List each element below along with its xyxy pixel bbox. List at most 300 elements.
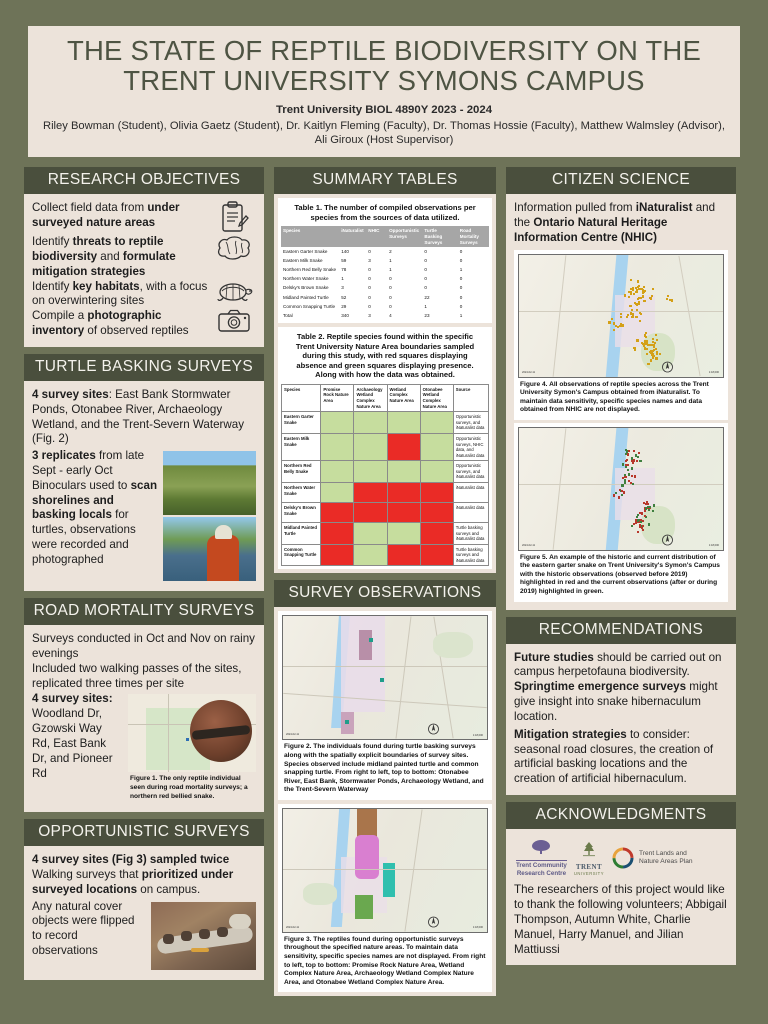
rec-spring-bold: Springtime emergence surveys bbox=[514, 680, 687, 694]
map-observation-dot bbox=[634, 302, 636, 304]
table-cell: 0 bbox=[389, 303, 392, 309]
table-cell: 23 bbox=[422, 311, 457, 320]
turtle-basking-panel bbox=[24, 381, 264, 591]
table-2-presence-cell bbox=[387, 544, 420, 566]
section-road-mortality-surveys bbox=[24, 598, 264, 812]
opp-line3: Any natural cover objects were flipped to record observations bbox=[32, 899, 135, 958]
figure-4-map bbox=[518, 254, 724, 378]
map-observation-dot bbox=[637, 519, 639, 521]
table-cell: 0 bbox=[459, 303, 463, 309]
map-observation-dot bbox=[644, 515, 646, 517]
map-observation-dot bbox=[655, 348, 657, 350]
table-2-presence-cell bbox=[354, 412, 387, 434]
map-observation-dot bbox=[645, 507, 647, 509]
section-heading-acknowledgments: ACKNOWLEDGMENTS bbox=[506, 802, 736, 829]
objective-item bbox=[32, 201, 256, 235]
objective-text: Identify bbox=[32, 235, 73, 249]
table-2-presence-cell bbox=[354, 433, 387, 460]
map-observation-dot bbox=[635, 521, 637, 523]
table-row bbox=[282, 523, 489, 545]
map-observation-dot bbox=[636, 339, 638, 341]
table-2-column-header: Species bbox=[282, 384, 321, 411]
section-heading-research-objectives: RESEARCH OBJECTIVES bbox=[24, 167, 264, 194]
map-observation-dot bbox=[670, 299, 672, 301]
map-scale-label: 1:18,000 bbox=[472, 733, 483, 737]
table-cell: 0 bbox=[366, 293, 387, 302]
table-cell: 0 bbox=[368, 303, 371, 309]
table-cell: Northern Red Belly Snake bbox=[283, 267, 337, 273]
map-observation-dot bbox=[640, 288, 642, 290]
map-observation-dot bbox=[636, 309, 638, 311]
camera-icon bbox=[212, 309, 256, 333]
milk-snake-photo bbox=[151, 902, 256, 970]
table-2-presence-cell bbox=[321, 433, 354, 460]
map-observation-dot bbox=[653, 504, 655, 506]
table-2-presence-cell bbox=[420, 412, 453, 434]
map-observation-dot bbox=[621, 494, 623, 496]
map-observation-dot bbox=[641, 527, 643, 529]
map-observation-dot bbox=[624, 476, 626, 478]
table-row bbox=[281, 275, 489, 284]
map-observation-dot bbox=[645, 332, 647, 334]
table-row-header bbox=[282, 384, 489, 411]
map-observation-dot bbox=[644, 347, 646, 349]
objective-bold: key habitats bbox=[72, 279, 140, 293]
table-2-column-header: Promise Rock Nature Area bbox=[321, 384, 354, 411]
map-observation-dot bbox=[624, 481, 626, 483]
objective-bold-2: formulate mitigation strategies bbox=[32, 249, 176, 278]
table-2-source-cell: Opportunistic surveys, NHIC data, and iNaturalist data bbox=[453, 433, 488, 460]
table-cell: Delsky's Brown Snake bbox=[283, 285, 329, 291]
map-observation-dot bbox=[644, 334, 646, 336]
citizen-intro-a: Information pulled from bbox=[514, 201, 636, 215]
table-cell: 140 bbox=[341, 248, 349, 254]
map-observation-dot bbox=[639, 460, 641, 462]
table-2-presence-cell bbox=[387, 433, 420, 460]
map-observation-dot bbox=[649, 506, 651, 508]
map-observation-dot bbox=[638, 452, 640, 454]
map-date-label: 2024-02-11 bbox=[286, 925, 300, 929]
map-date-label: 2024-02-11 bbox=[286, 733, 300, 737]
section-survey-observations bbox=[274, 580, 496, 996]
map-observation-dot bbox=[648, 509, 650, 511]
map-observation-dot bbox=[655, 334, 657, 336]
section-heading-opportunistic: OPPORTUNISTIC SURVEYS bbox=[24, 819, 264, 846]
section-acknowledgments bbox=[506, 802, 736, 965]
table-2-presence-cell bbox=[354, 461, 387, 483]
table-2-presence-cell bbox=[420, 433, 453, 460]
map-observation-dot bbox=[641, 512, 643, 514]
table-2-source-cell: Turtle basking surveys and iNaturalist data bbox=[453, 523, 488, 545]
map-observation-dot bbox=[632, 462, 634, 464]
map-observation-dot bbox=[642, 295, 644, 297]
map-observation-dot bbox=[643, 291, 645, 293]
section-heading-recommendations: RECOMMENDATIONS bbox=[506, 617, 736, 644]
figure-4-caption: Figure 4. All observations of reptile species across the Trent University Symon's Campus obtained from iNaturalist. To maintain data sensitivity, specific species names and data obtained from NHIC are not displayed. bbox=[520, 380, 709, 414]
map-observation-dot bbox=[652, 288, 654, 290]
table-1-column-header: Turtle Basking Surveys bbox=[422, 226, 457, 247]
table-cell: 1 bbox=[389, 267, 392, 273]
map-observation-dot bbox=[659, 353, 661, 355]
map-observation-dot bbox=[620, 313, 622, 315]
section-heading-citizen-science: CITIZEN SCIENCE bbox=[506, 167, 736, 194]
map-observation-dot bbox=[630, 279, 632, 281]
table-row bbox=[281, 284, 489, 293]
map-observation-dot bbox=[667, 295, 669, 297]
map-observation-dot bbox=[652, 338, 654, 340]
map-observation-dot bbox=[653, 345, 655, 347]
figure-5-map bbox=[518, 427, 724, 551]
map-observation-dot bbox=[637, 280, 639, 282]
section-opportunistic-surveys bbox=[24, 819, 264, 979]
table-cell: 0 bbox=[389, 285, 392, 291]
map-observation-dot bbox=[643, 502, 645, 504]
table-cell: 0 bbox=[424, 285, 427, 291]
page-title: THE STATE OF REPTILE BIODIVERSITY ON THE TRENT UNIVERSITY SYMONS CAMPUS bbox=[67, 35, 701, 97]
road-mortality-panel bbox=[24, 625, 264, 812]
table-cell: 0 bbox=[366, 275, 387, 284]
figure-5-caption: Figure 5. An example of the historic and current distribution of the eastern garter snake on Trent University's Symon's Campus with the historic observations (observed before 2019) highlighted in red and the current observations (after or during 2019) highlighted in green. bbox=[520, 553, 720, 596]
section-citizen-science bbox=[506, 167, 736, 610]
table-cell: 1 bbox=[459, 267, 463, 273]
table-1-title: Table 1. The number of compiled observations per species from the sources of data utilized. bbox=[294, 203, 476, 222]
table-2-presence-cell bbox=[387, 461, 420, 483]
map-scale-label: 1:18,000 bbox=[472, 926, 483, 930]
objective-text-end: , with a focus on overwintering sites bbox=[32, 279, 208, 308]
map-observation-dot bbox=[644, 509, 646, 511]
table-cell: 1 bbox=[424, 303, 427, 309]
opp-line2-b: on campus. bbox=[137, 882, 201, 896]
map-observation-dot bbox=[628, 296, 630, 298]
objective-text: Identify bbox=[32, 279, 73, 293]
table-cell: 59 bbox=[339, 256, 366, 265]
figure-3-caption: Figure 3. The reptiles found during opportunistic surveys throughout the specified nature areas. To maintain data sensitivity, specific species names are not displayed. From right to left, top to bottom: Promise Rock Nature Area, Wetland Complex Nature Area, Archaeology Wetland Complex Nature Area, and Otonabee Wetland Complex Nature Area. bbox=[284, 935, 486, 986]
logo-tlnp-line1: Trent Lands and bbox=[639, 849, 687, 857]
table-row bbox=[282, 461, 489, 483]
map-observation-dot bbox=[608, 321, 610, 323]
table-2-column-header: Source bbox=[453, 384, 488, 411]
table-cell: 1 bbox=[339, 275, 366, 284]
map-observation-dot bbox=[651, 354, 653, 356]
table-2-species-cell: Midland Painted Turtle bbox=[282, 523, 321, 545]
figure-2-map bbox=[282, 615, 488, 740]
map-observation-dot bbox=[653, 349, 655, 351]
map-observation-dot bbox=[633, 293, 635, 295]
table-2-species-cell: Eastern Milk Snake bbox=[282, 433, 321, 460]
table-2-source-cell: Opportunistic surveys, and iNaturalist data bbox=[453, 412, 488, 434]
map-observation-dot bbox=[613, 329, 615, 331]
table-1-column-header: Road Mortality Surveys bbox=[458, 226, 489, 247]
map-observation-dot bbox=[613, 322, 615, 324]
table-1-column-header: Opportunistic Surveys bbox=[387, 226, 422, 247]
map-observation-dot bbox=[633, 450, 635, 452]
section-summary-tables bbox=[274, 167, 496, 573]
table-cell: 3 bbox=[341, 285, 344, 291]
table-cell: 3 bbox=[366, 256, 387, 265]
turtle-scan-bold: scan shorelines and basking locals bbox=[32, 478, 158, 522]
left-column bbox=[24, 167, 264, 980]
objective-text: Collect field data from bbox=[32, 201, 148, 215]
map-observation-dot bbox=[618, 496, 620, 498]
logo-trent-line1: TRENT bbox=[575, 862, 603, 871]
middle-column bbox=[274, 167, 496, 996]
map-observation-dot bbox=[628, 450, 630, 452]
objective-item bbox=[32, 309, 256, 339]
table-cell: 0 bbox=[422, 275, 457, 284]
map-observation-dot bbox=[630, 293, 632, 295]
map-observation-dot bbox=[648, 523, 650, 525]
map-observation-dot bbox=[650, 298, 652, 300]
table-cell: 0 bbox=[424, 267, 427, 273]
road-mortality-figure bbox=[128, 694, 256, 802]
section-recommendations bbox=[506, 617, 736, 795]
citizen-inaturalist-bold: iNaturalist bbox=[635, 201, 693, 215]
brain-icon bbox=[212, 235, 256, 261]
map-observation-dot bbox=[621, 484, 623, 486]
map-observation-dot bbox=[650, 359, 652, 361]
table-2-presence-cell bbox=[420, 483, 453, 503]
figure-2-caption: Figure 2. The individuals found during turtle basking surveys along with the spatially explicit boundaries of survey sites. Species observed include midland painted turtle and common snapping turtle. From right to left, top to bottom: Otonabee River, East Bank, Stormwater Ponds, Archaeology Wetland, and the Trent-Severn Waterway bbox=[284, 743, 484, 794]
trent-university-logo bbox=[574, 841, 604, 876]
table-2-source-cell: iNaturalist data bbox=[453, 483, 488, 503]
table-cell: 0 bbox=[458, 275, 489, 284]
map-observation-dot bbox=[631, 313, 633, 315]
table-2-presence-cell bbox=[354, 544, 387, 566]
road-line-2: Included two walking passes of the sites, replicated three times per site bbox=[32, 661, 242, 690]
table-cell: 0 bbox=[368, 267, 371, 273]
map-observation-dot bbox=[631, 309, 633, 311]
map-observation-dot bbox=[656, 339, 658, 341]
table-cell: 0 bbox=[387, 293, 422, 302]
table-cell: 52 bbox=[339, 293, 366, 302]
turtle-basking-photos bbox=[163, 451, 256, 581]
objective-item bbox=[32, 280, 256, 310]
table-cell: 22 bbox=[422, 293, 457, 302]
road-mortality-map-photo bbox=[128, 694, 256, 772]
table-cell: Common Snapping Turtle bbox=[283, 303, 336, 309]
table-2-presence-cell bbox=[321, 483, 354, 503]
table-2-title: Table 2. Reptile species found within the specific Trent University Nature Area boundaries sampled during this study, with red squares displaying absence and green squares displaying presence. Along with how the data was obtained. bbox=[295, 332, 475, 380]
map-observation-dot bbox=[652, 357, 654, 359]
map-observation-dot bbox=[629, 305, 631, 307]
table-2-species-cell: Common Snapping Turtle bbox=[282, 544, 321, 566]
map-observation-dot bbox=[642, 343, 644, 345]
map-observation-dot bbox=[631, 525, 633, 527]
table-2 bbox=[281, 384, 489, 567]
section-heading-survey-observations: SURVEY OBSERVATIONS bbox=[274, 580, 496, 607]
rec-p1-a: should be carried out on campus herpetofauna biodiversity. bbox=[514, 650, 722, 679]
table-cell: 0 bbox=[387, 275, 422, 284]
map-observation-dot bbox=[613, 494, 615, 496]
table-row bbox=[281, 311, 489, 320]
map-observation-dot bbox=[634, 349, 636, 351]
summary-tables-panel bbox=[274, 194, 496, 573]
table-cell: Northern Water Snake bbox=[281, 275, 339, 284]
map-observation-dot bbox=[637, 531, 639, 533]
course-line: Trent University BIOL 4890Y 2023 - 2024 bbox=[275, 103, 493, 116]
logo-tcrc-line1: Trent Community bbox=[516, 862, 567, 870]
table-2-column-header: Archaeology Wetland Complex Nature Area bbox=[354, 384, 387, 411]
recommendations-panel bbox=[506, 644, 736, 795]
objective-text-mid: and bbox=[97, 249, 123, 263]
map-date-label: 2024-02-11 bbox=[522, 370, 536, 374]
rec-future-bold: Future studies bbox=[514, 650, 594, 664]
turtle-replicates-text: from late Sept - early Oct bbox=[32, 449, 145, 477]
road-sites-text: Woodland Dr, Gzowski Way Rd, East Bank Dr, and Pioneer Rd bbox=[32, 707, 113, 780]
map-observation-dot bbox=[652, 341, 654, 343]
section-heading-summary-tables: SUMMARY TABLES bbox=[274, 167, 496, 194]
table-cell: Total bbox=[281, 311, 339, 320]
map-observation-dot bbox=[620, 316, 622, 318]
map-observation-dot bbox=[656, 352, 658, 354]
objective-bold: photographic inventory bbox=[32, 309, 162, 338]
objective-bold: under surveyed nature areas bbox=[32, 201, 180, 229]
authors-line: Riley Bowman (Student), Olivia Gaetz (Student), Dr. Kaitlyn Fleming (Faculty), Dr. Thomas Hossie (Faculty), Matthew Walmsley (Advisor), Ali Giroux (Host Supervisor) bbox=[42, 119, 725, 147]
table-cell: 29 bbox=[341, 303, 347, 309]
table-cell: 340 bbox=[339, 311, 366, 320]
map-observation-dot bbox=[637, 514, 639, 516]
table-2-presence-cell bbox=[354, 483, 387, 503]
rec-mitigation-bold: Mitigation strategies bbox=[514, 727, 627, 741]
map-observation-dot bbox=[634, 475, 636, 477]
map-observation-dot bbox=[650, 350, 652, 352]
map-observation-dot bbox=[627, 469, 629, 471]
opportunistic-panel bbox=[24, 846, 264, 979]
map-observation-dot bbox=[638, 297, 640, 299]
table-cell: 0 bbox=[459, 285, 463, 291]
table-2-presence-cell bbox=[321, 523, 354, 545]
map-observation-dot bbox=[635, 316, 637, 318]
map-observation-dot bbox=[631, 475, 633, 477]
road-line-1: Surveys conducted in Oct and Nov on rainy evenings bbox=[32, 632, 255, 660]
objective-item bbox=[32, 235, 256, 279]
trent-community-research-centre-logo bbox=[516, 839, 567, 877]
map-observation-dot bbox=[635, 454, 637, 456]
table-1-column-header: Species bbox=[281, 226, 339, 247]
map-observation-dot bbox=[632, 289, 634, 291]
table-row bbox=[282, 503, 489, 523]
logo-trent-line2: UNIVERSITY bbox=[573, 870, 605, 876]
table-cell: 0 bbox=[424, 248, 427, 254]
map-scale-label: 1:18,000 bbox=[708, 371, 719, 375]
table-2-species-cell: Northern Red Belly Snake bbox=[282, 461, 321, 483]
table-row bbox=[282, 483, 489, 503]
table-row bbox=[281, 293, 489, 302]
wetland-field-photo bbox=[163, 451, 256, 515]
map-observation-dot bbox=[632, 287, 634, 289]
table-2-presence-cell bbox=[420, 503, 453, 523]
objective-text: Compile a bbox=[32, 309, 88, 323]
clipboard-icon bbox=[212, 201, 256, 235]
table-cell: 78 bbox=[341, 267, 347, 273]
table-2-species-cell: Delsky's Brown Snake bbox=[282, 503, 321, 523]
logo-tlnp-line2: Nature Areas Plan bbox=[639, 858, 693, 866]
opp-line2-bold: prioritized under surveyed locations bbox=[32, 868, 234, 896]
table-2-presence-cell bbox=[321, 412, 354, 434]
map-observation-dot bbox=[627, 464, 629, 466]
table-1-column-header: iNaturalist bbox=[339, 226, 366, 247]
table-2-presence-cell bbox=[387, 503, 420, 523]
research-objectives-panel bbox=[24, 194, 264, 347]
map-observation-dot bbox=[628, 480, 630, 482]
table-2-presence-cell bbox=[321, 544, 354, 566]
table-2-presence-cell bbox=[354, 523, 387, 545]
table-2-presence-cell bbox=[387, 523, 420, 545]
map-observation-dot bbox=[642, 525, 644, 527]
opp-sites-bold: 4 survey sites (Fig 3) sampled twice bbox=[32, 853, 230, 867]
map-observation-dot bbox=[631, 316, 633, 318]
table-2-source-cell: Turtle basking surveys and iNaturalist data bbox=[453, 544, 488, 566]
right-column bbox=[506, 167, 736, 965]
turtle-icon bbox=[212, 280, 256, 304]
section-heading-road-mortality: ROAD MORTALITY SURVEYS bbox=[24, 598, 264, 625]
map-observation-dot bbox=[622, 324, 624, 326]
table-2-column-header: Wetland Complex Nature Area bbox=[387, 384, 420, 411]
map-observation-dot bbox=[635, 291, 637, 293]
acknowledgments-text: The researchers of this project would like to thank the following volunteers; Abbigail Thompson, Autumn White, Charlie Manuel, Harry Manuel, and Jilian Mattiussi bbox=[514, 883, 727, 956]
table-row bbox=[281, 302, 489, 311]
table-cell: 1 bbox=[458, 311, 489, 320]
table-cell: 0 bbox=[459, 248, 463, 254]
objective-text-end: of observed reptiles bbox=[84, 324, 189, 338]
map-observation-dot bbox=[666, 298, 668, 300]
map-observation-dot bbox=[636, 304, 638, 306]
table-2-species-cell: Northern Water Snake bbox=[282, 483, 321, 503]
turtle-sites-bold: 4 survey sites bbox=[32, 387, 109, 401]
citizen-nhic-bold: Ontario Natural Heritage Information Centre (NHIC) bbox=[514, 215, 668, 244]
map-observation-dot bbox=[643, 286, 645, 288]
table-cell: 4 bbox=[387, 311, 422, 320]
table-2-presence-cell bbox=[420, 461, 453, 483]
table-cell: 3 bbox=[366, 311, 387, 320]
logo-tcrc-line2: Research Centre bbox=[516, 869, 567, 877]
map-observation-dot bbox=[646, 353, 648, 355]
map-observation-dot bbox=[625, 466, 627, 468]
map-scale-label: 1:18,000 bbox=[708, 544, 719, 548]
table-row bbox=[282, 433, 489, 460]
map-date-label: 2024-02-11 bbox=[522, 543, 536, 547]
turtle-scan-rest: for turtles, observations were recorded and photographed bbox=[32, 508, 136, 566]
citizen-intro-b: and the bbox=[514, 201, 716, 229]
figure-1-caption: Figure 1. The only reptile individual seen during road mortality surveys; a northern red bellied snake. bbox=[130, 775, 248, 800]
turtle-sites-text: : East Bank Stormwater Ponds, Otonabee River, Archaeology Wetland, and the Trent-Severn Waterway (Fig. 2) bbox=[32, 387, 245, 446]
section-heading-turtle-basking: TURTLE BASKING SURVEYS bbox=[24, 354, 264, 381]
section-research-objectives bbox=[24, 167, 264, 347]
rec-p2-rest: to consider: seasonal road closures, the creation of artificial basking locations and the creation of artificial hibernaculum. bbox=[514, 727, 714, 786]
map-observation-dot bbox=[624, 294, 626, 296]
turtle-binocular-text: Binoculars used to bbox=[32, 478, 131, 492]
map-observation-dot bbox=[626, 316, 628, 318]
turtle-replicates-bold: 3 replicates bbox=[32, 449, 96, 463]
section-turtle-basking-surveys bbox=[24, 354, 264, 591]
table-cell: Eastern Garter Snake bbox=[283, 248, 328, 254]
map-observation-dot bbox=[648, 344, 650, 346]
acknowledgments-panel bbox=[506, 829, 736, 965]
map-observation-dot bbox=[620, 323, 622, 325]
map-observation-dot bbox=[636, 516, 638, 518]
table-cell: 0 bbox=[368, 285, 371, 291]
map-observation-dot bbox=[631, 467, 633, 469]
map-observation-dot bbox=[637, 456, 639, 458]
objective-bold: threats to reptile biodiversity bbox=[32, 235, 164, 263]
table-2-presence-cell bbox=[321, 461, 354, 483]
map-observation-dot bbox=[643, 300, 645, 302]
map-observation-dot bbox=[639, 320, 641, 322]
table-2-presence-cell bbox=[321, 503, 354, 523]
table-cell: 0 bbox=[458, 293, 489, 302]
trent-lands-nature-areas-plan-logo bbox=[611, 846, 693, 870]
map-observation-dot bbox=[636, 460, 638, 462]
